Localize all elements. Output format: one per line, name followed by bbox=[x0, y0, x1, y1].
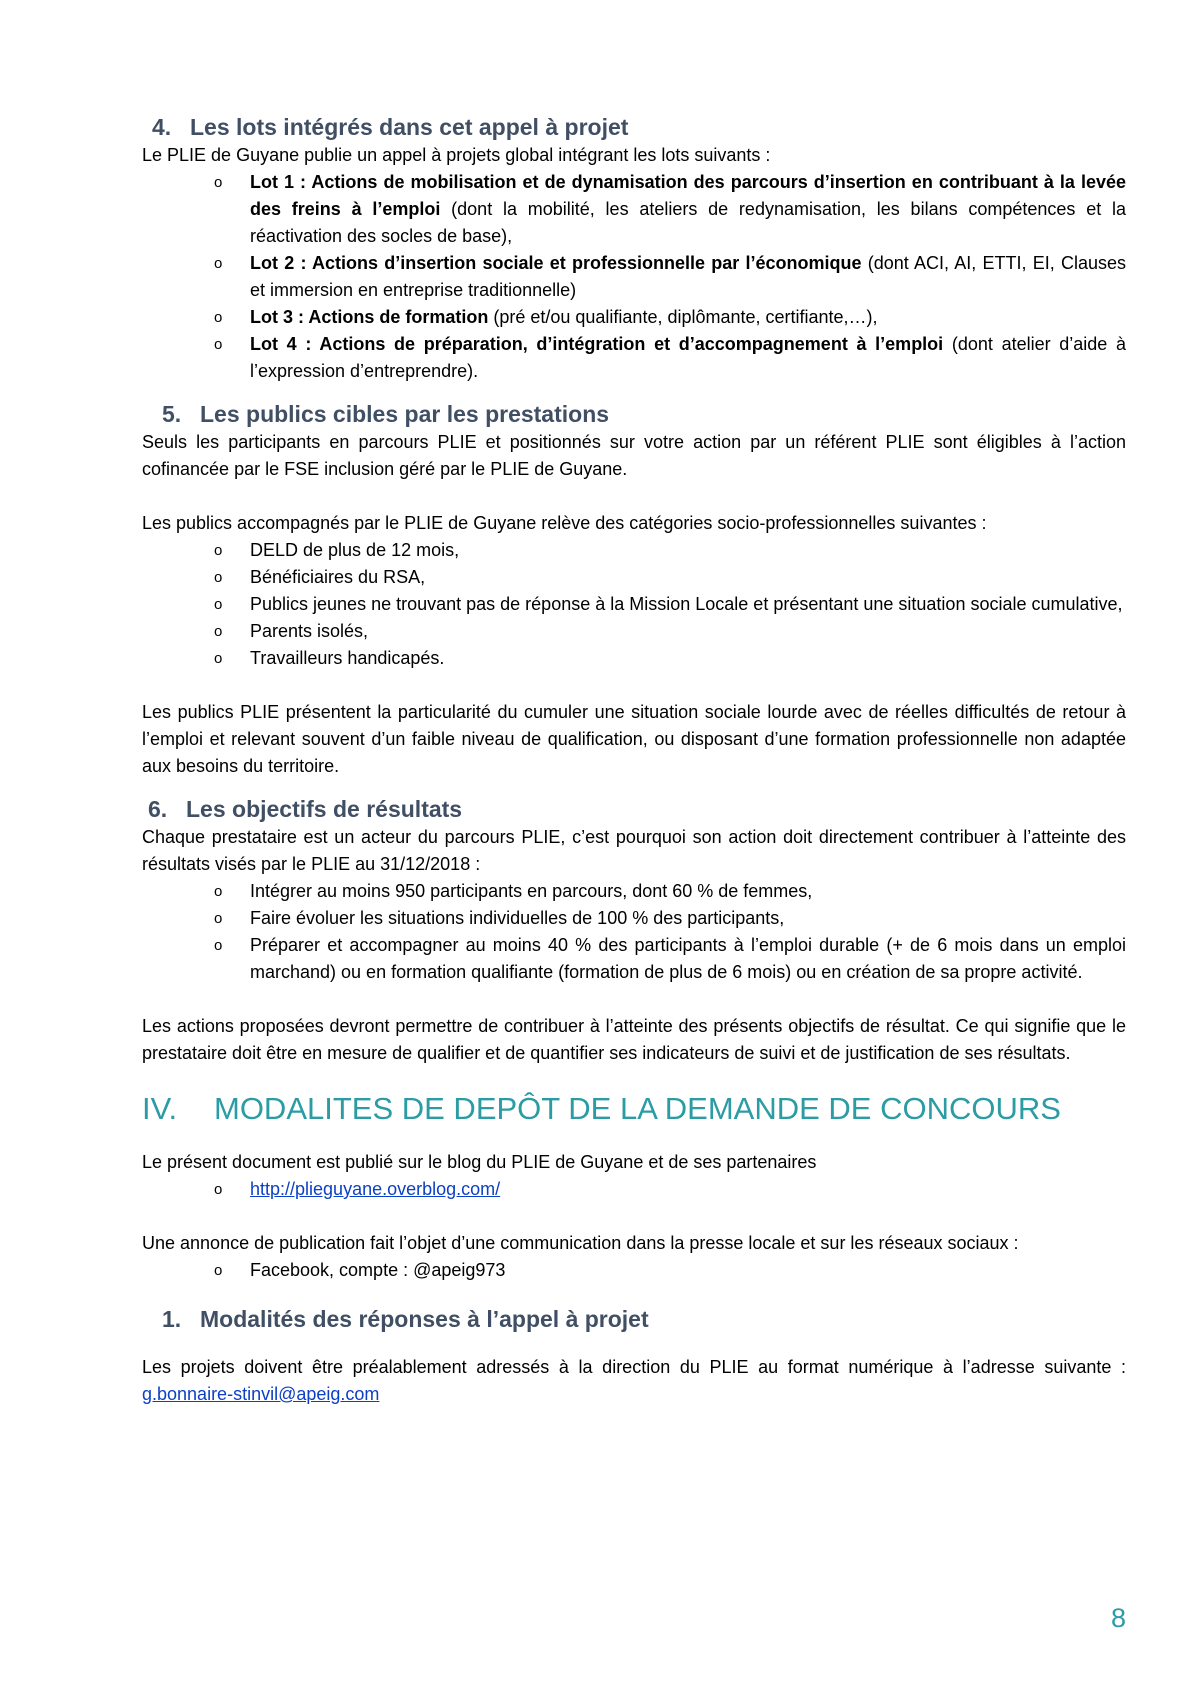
list-item-text: Travailleurs handicapés. bbox=[250, 648, 445, 668]
list-item bbox=[214, 1257, 1126, 1284]
subsection-1-title: Modalités des réponses à l’appel à projet bbox=[200, 1306, 649, 1332]
bullet-icon: o bbox=[214, 1181, 223, 1198]
bullet-icon: o bbox=[214, 542, 223, 559]
subsection-1-paragraph bbox=[142, 1354, 1126, 1408]
blog-link[interactable]: http://plieguyane.overblog.com/ bbox=[250, 1179, 501, 1199]
page-number: 8 bbox=[1110, 1603, 1126, 1633]
section-6-heading bbox=[148, 794, 1126, 824]
paragraph-text: Les projets doivent être préalablement adressés à la direction du PLIE au format numérique à l’adresse suivante : bbox=[142, 1357, 1126, 1377]
section-IV-paragraph-1: Le présent document est publié sur le blog du PLIE de Guyane et de ses partenaires bbox=[142, 1152, 817, 1172]
section-5-heading bbox=[162, 399, 1126, 429]
bullet-icon: o bbox=[214, 596, 223, 613]
list-item-text: Intégrer au moins 950 participants en parcours, dont 60 % de femmes, bbox=[250, 881, 813, 901]
list-item bbox=[214, 878, 1126, 905]
list-item bbox=[214, 1176, 1126, 1203]
bullet-icon: o bbox=[214, 255, 223, 272]
bullet-icon: o bbox=[214, 174, 223, 191]
subsection-1-number: 1. bbox=[162, 1306, 182, 1332]
list-item-text: Publics jeunes ne trouvant pas de réponse à la Mission Locale et présentant une situation sociale cumulative, bbox=[250, 594, 1123, 614]
bullet-icon: o bbox=[214, 650, 223, 667]
section-6-paragraph-1: Chaque prestataire est un acteur du parcours PLIE, c’est pourquoi son action doit directement contribuer à l’atteinte des résultats visés par le PLIE au 31/12/2018 : bbox=[142, 827, 1126, 874]
social-list bbox=[142, 1257, 1126, 1284]
list-item-text: Bénéficiaires du RSA, bbox=[250, 567, 426, 587]
list-item bbox=[214, 304, 1126, 331]
section-IV-paragraph-2: Une annonce de publication fait l’objet d’une communication dans la presse locale et sur les réseaux sociaux : bbox=[142, 1233, 1019, 1253]
blog-list bbox=[142, 1176, 1126, 1203]
bullet-icon: o bbox=[214, 623, 223, 640]
bullet-icon: o bbox=[214, 309, 223, 326]
list-item bbox=[214, 905, 1126, 932]
section-4-title: Les lots intégrés dans cet appel à projet bbox=[190, 114, 629, 140]
bullet-icon: o bbox=[214, 336, 223, 353]
list-item bbox=[214, 591, 1126, 618]
bullet-icon: o bbox=[214, 569, 223, 586]
list-item bbox=[214, 250, 1126, 304]
subsection-1-heading bbox=[162, 1304, 1126, 1334]
lot-title: Lot 2 : Actions d’insertion sociale et professionnelle par l’économique bbox=[250, 253, 862, 273]
bullet-icon: o bbox=[214, 937, 223, 954]
section-4-intro: Le PLIE de Guyane publie un appel à projets global intégrant les lots suivants : bbox=[142, 145, 771, 165]
section-IV-heading bbox=[142, 1089, 1126, 1129]
section-5-number: 5. bbox=[162, 401, 182, 427]
lot-title: Lot 3 : Actions de formation bbox=[250, 307, 489, 327]
lot-description: (dont ACI, AI, ETTI, EI, Clauses et immersion en entreprise traditionnelle) bbox=[250, 253, 1126, 300]
lot-description: (pré et/ou qualifiante, diplômante, certifiante,…), bbox=[488, 307, 878, 327]
section-5-paragraph-2: Les publics accompagnés par le PLIE de Guyane relève des catégories socio-professionnelles suivantes : bbox=[142, 513, 987, 533]
section-IV-number: IV. bbox=[142, 1091, 178, 1126]
section-5-title: Les publics cibles par les prestations bbox=[200, 401, 610, 427]
lot-description: (dont la mobilité, les ateliers de redynamisation, les bilans compétences et la réactivation des socles de base), bbox=[250, 199, 1126, 246]
list-item-text: DELD de plus de 12 mois, bbox=[250, 540, 460, 560]
section-6-paragraph-2: Les actions proposées devront permettre de contribuer à l’atteinte des présents objectifs de résultat. Ce qui signifie que le prestataire doit être en mesure de qualifier et de quantifier ses indicateurs de suivi et de justification de ses résultats. bbox=[142, 1016, 1126, 1063]
bullet-icon: o bbox=[214, 883, 223, 900]
list-item bbox=[214, 169, 1126, 250]
list-item bbox=[214, 537, 1126, 564]
objectives-list bbox=[142, 878, 1126, 986]
list-item-text: Parents isolés, bbox=[250, 621, 369, 641]
lots-list bbox=[142, 169, 1126, 385]
list-item bbox=[214, 618, 1126, 645]
publics-list bbox=[142, 537, 1126, 672]
section-IV-title: MODALITES DE DEPÔT DE LA DEMANDE DE CONCOURS bbox=[214, 1091, 1061, 1126]
list-item-text: Préparer et accompagner au moins 40 % des participants à l’emploi durable (+ de 6 mois dans un emploi marchand) ou en formation qualifiante (formation de plus de 6 mois) ou en création de sa propre activité. bbox=[250, 935, 1126, 982]
section-5-paragraph-1: Seuls les participants en parcours PLIE et positionnés sur votre action par un référent PLIE sont éligibles à l’action cofinancée par le FSE inclusion géré par le PLIE de Guyane. bbox=[142, 432, 1126, 479]
bullet-icon: o bbox=[214, 910, 223, 927]
list-item-text: Faire évoluer les situations individuelles de 100 % des participants, bbox=[250, 908, 785, 928]
lot-description: (dont atelier d’aide à l’expression d’entreprendre). bbox=[250, 334, 1127, 381]
document-page bbox=[142, 112, 1126, 1408]
list-item bbox=[214, 331, 1127, 385]
bullet-icon: o bbox=[214, 1262, 223, 1279]
lot-title: Lot 4 : Actions de préparation, d’intégration et d’accompagnement à l’emploi bbox=[250, 334, 944, 354]
list-item bbox=[214, 932, 1126, 986]
section-6-number: 6. bbox=[148, 796, 168, 822]
list-item bbox=[214, 564, 1126, 591]
list-item bbox=[214, 645, 1126, 672]
section-4-number: 4. bbox=[152, 114, 172, 140]
section-6-title: Les objectifs de résultats bbox=[186, 796, 463, 822]
lot-title: Lot 1 : Actions de mobilisation et de dynamisation des parcours d’insertion en contribuant à la levée des freins à l’emploi bbox=[250, 172, 1126, 219]
email-link[interactable]: g.bonnaire-stinvil@apeig.com bbox=[142, 1384, 380, 1404]
section-4-heading bbox=[152, 112, 1126, 142]
facebook-account: Facebook, compte : @apeig973 bbox=[250, 1260, 506, 1280]
section-5-paragraph-3: Les publics PLIE présentent la particularité du cumuler une situation sociale lourde avec de réelles difficultés de retour à l’emploi et relevant souvent d’un faible niveau de qualification, ou disposant d’une formation professionnelle non adaptée aux besoins du territoire. bbox=[142, 702, 1126, 776]
